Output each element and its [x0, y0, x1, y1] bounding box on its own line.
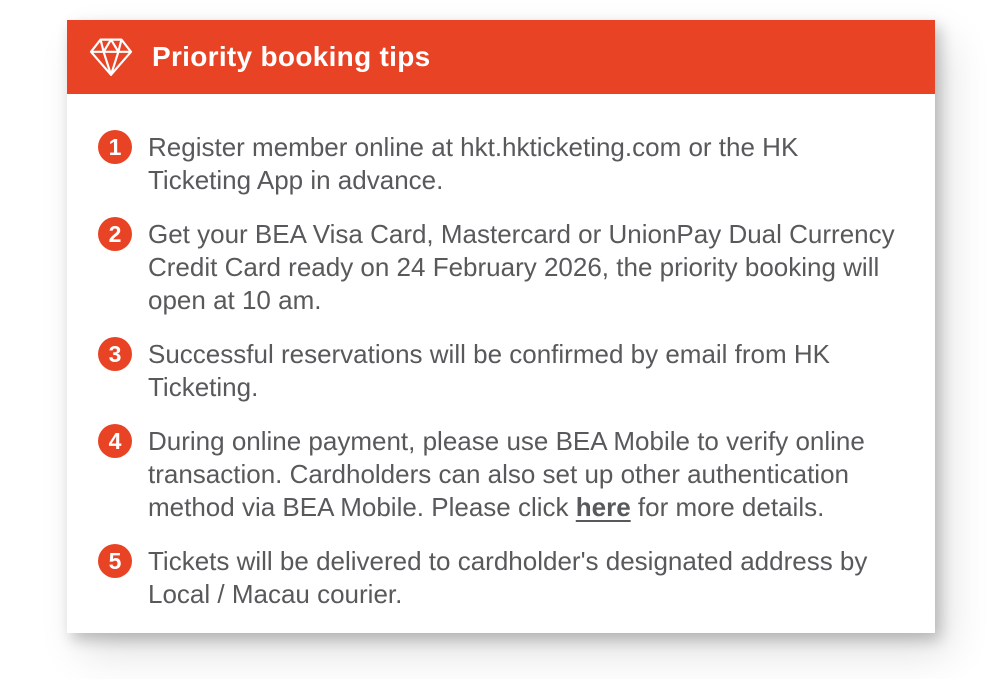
here-link[interactable]: here — [575, 492, 631, 522]
priority-booking-card — [67, 20, 935, 633]
tip-item-3 — [98, 338, 905, 404]
tip-item-4 — [98, 425, 905, 524]
tip-item-5 — [98, 545, 905, 611]
tip-text: Successful reservations will be confirmed by email from HK Ticketing. — [148, 339, 831, 402]
tip-number-badge: 3 — [98, 337, 132, 371]
card-body — [67, 94, 935, 611]
tip-item-2 — [98, 218, 905, 317]
diamond-icon — [89, 37, 133, 77]
tip-text-before-link: During online payment, please use BEA Mobile to verify online transaction. Cardholders can also set up other authentication method via BEA Mobile. Please click — [148, 426, 865, 522]
tip-text: Register member online at hkt.hkticketing.com or the HK Ticketing App in advance. — [148, 132, 799, 195]
tip-number-badge: 2 — [98, 217, 132, 251]
tip-text — [148, 425, 905, 524]
tip-number-badge: 4 — [98, 424, 132, 458]
tip-number-badge: 5 — [98, 544, 132, 578]
tip-text: Get your BEA Visa Card, Mastercard or UnionPay Dual Currency Credit Card ready on 24 February 2026, the priority booking will open at 10 am. — [148, 219, 895, 315]
tip-text: Tickets will be delivered to cardholder's designated address by Local / Macau courier. — [148, 546, 868, 609]
tip-text-after-link: for more details. — [630, 492, 825, 522]
tip-number-badge: 1 — [98, 130, 132, 164]
card-title: Priority booking tips — [152, 41, 431, 72]
card-header — [67, 20, 935, 94]
tip-item-1 — [98, 131, 905, 197]
